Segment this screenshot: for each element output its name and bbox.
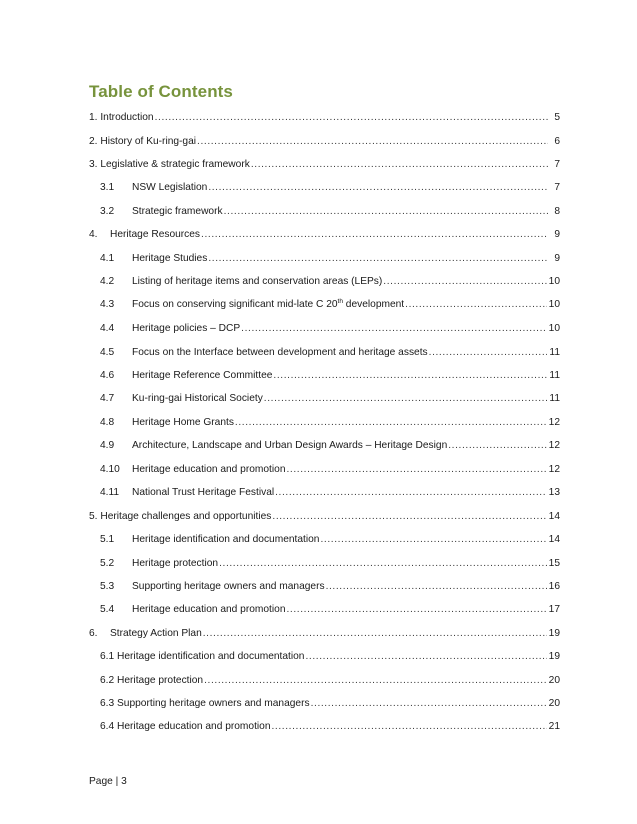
toc-entry[interactable] [100,322,560,335]
toc-entry-page: 7 [554,159,560,170]
toc-leader-dots [275,486,547,499]
toc-leader-dots [201,228,548,241]
toc-entry-page: 16 [548,581,560,592]
toc-entry-label: Architecture, Landscape and Urban Design Awards – Heritage Design [132,440,448,451]
toc-entry-number: 3.1 [100,182,115,193]
toc-entry[interactable] [89,111,560,124]
toc-entry[interactable] [100,557,560,570]
toc-entry-page: 6 [554,136,560,147]
toc-entry-page: 8 [554,206,560,217]
toc-entry[interactable] [89,158,560,171]
toc-entry[interactable] [100,298,560,311]
toc-entry-number: 6.2 [100,675,115,686]
toc-entry-label: NSW Legislation [132,182,208,193]
toc-leader-dots [241,322,547,335]
toc-entry-number: 4. [89,229,98,240]
toc-entry-number: 3. [89,159,98,170]
toc-leader-dots [155,111,548,124]
toc-entry-page: 13 [548,487,560,498]
toc-entry-number: 6. [89,628,98,639]
toc-entry-label: Heritage Reference Committee [132,370,273,381]
page-number-footer: Page | 3 [89,776,127,787]
toc-entry-number: 2. [89,136,98,147]
toc-entry-label: Listing of heritage items and conservation areas (LEPs) [132,276,383,287]
toc-leader-dots [383,275,546,288]
toc-entry-number: 4.3 [100,299,115,310]
toc-entry[interactable] [89,627,560,640]
toc-leader-dots [224,205,548,218]
toc-entry[interactable] [100,697,560,710]
toc-entry-page: 11 [549,347,560,358]
toc-entry-label: Supporting heritage owners and managers [117,698,310,709]
toc-entry-page: 9 [554,253,560,264]
toc-entry-label: National Trust Heritage Festival [132,487,275,498]
toc-entry-number: 4.10 [100,464,120,475]
toc-entry[interactable] [100,650,560,663]
toc-entry-label: Heritage Studies [132,253,208,264]
toc-entry-number: 4.9 [100,440,115,451]
toc-entry[interactable] [100,416,560,429]
toc-entry-number: 6.4 [100,721,115,732]
toc-leader-dots [197,135,548,148]
toc-entry-label: Focus on the Interface between development and heritage assets [132,347,428,358]
toc-entry-number: 5.2 [100,558,115,569]
toc-leader-dots [272,720,547,733]
toc-entry-label: Heritage education and promotion [132,464,286,475]
toc-entry[interactable] [100,463,560,476]
toc-entry-number: 5.4 [100,604,115,615]
toc-entry-label-text: Focus on conserving significant mid-late C 20 [132,299,338,310]
toc-entry[interactable] [100,603,560,616]
toc-entry[interactable] [100,439,560,452]
toc-entry-page: 10 [548,323,560,334]
toc-leader-dots [273,369,547,382]
toc-entry-page: 20 [548,675,560,686]
ordinal-superscript: th [337,298,343,305]
toc-entry-label: Heritage protection [132,558,219,569]
toc-entry-number: 4.8 [100,417,115,428]
toc-entry-page: 20 [548,698,560,709]
toc-entry-page: 11 [549,370,560,381]
toc-entry-page: 10 [548,299,560,310]
toc-entry-number: 4.7 [100,393,115,404]
toc-entry-number: 4.11 [100,487,120,498]
toc-leader-dots [272,510,546,523]
toc-entry-page: 9 [554,229,560,240]
toc-entry-label: Heritage policies – DCP [132,323,241,334]
toc-entry[interactable] [100,275,560,288]
toc-entry-number: 5.1 [100,534,115,545]
toc-entry-label: History of Ku-ring-gai [100,136,197,147]
toc-entry-label [132,298,404,311]
toc-entry-page: 12 [548,440,560,451]
toc-entry-page: 10 [548,276,560,287]
toc-entry-page: 17 [548,604,560,615]
toc-leader-dots [320,533,546,546]
toc-entry-number: 6.3 [100,698,115,709]
toc-entry-number: 4.2 [100,276,115,287]
toc-entry[interactable] [100,580,560,593]
toc-entry-page: 15 [548,558,560,569]
toc-entry-number: 1. [89,112,98,123]
toc-leader-dots [204,674,547,687]
toc-leader-dots [311,697,547,710]
toc-entry-label: Heritage Home Grants [132,417,234,428]
toc-entry-label: Heritage Resources [110,229,201,240]
toc-entry[interactable] [89,510,560,523]
toc-entry-page: 21 [548,721,560,732]
toc-leader-dots [326,580,547,593]
toc-entry-number: 5. [89,511,98,522]
toc-entry-number: 4.4 [100,323,115,334]
toc-leader-dots [286,603,546,616]
toc-entry[interactable] [100,674,560,687]
toc-entry-number: 3.2 [100,206,115,217]
toc-leader-dots [219,557,547,570]
toc-leader-dots [448,439,546,452]
toc-leader-dots [235,416,547,429]
toc-leader-dots [203,627,547,640]
toc-entry-label: Legislative & strategic framework [100,159,250,170]
toc-entry-page: 12 [548,417,560,428]
toc-entry[interactable] [100,392,560,405]
toc-entry[interactable] [100,181,560,194]
toc-entry-label: Strategic framework [132,206,223,217]
toc-leader-dots [286,463,546,476]
toc-entry-label: Introduction [100,112,154,123]
toc-entry-label: Heritage challenges and opportunities [100,511,272,522]
toc-entry-page: 12 [548,464,560,475]
toc-entry-label-suffix: development [342,299,405,310]
toc-title: Table of Contents [89,82,233,101]
toc-entry-label: Heritage education and promotion [132,604,286,615]
toc-entry-label: Heritage identification and documentation [117,651,305,662]
toc-entry-page: 11 [549,393,560,404]
toc-entry[interactable] [89,135,560,148]
toc-entry-number: 5.3 [100,581,115,592]
toc-leader-dots [305,650,546,663]
toc-entry-number: 4.1 [100,253,115,264]
toc-entry[interactable] [100,486,560,499]
toc-entry-page: 14 [548,534,560,545]
toc-entry[interactable] [100,346,560,359]
toc-entry[interactable] [100,252,560,265]
toc-entry-page: 7 [554,182,560,193]
toc-leader-dots [251,158,548,171]
toc-entry-page: 14 [548,511,560,522]
toc-leader-dots [208,181,548,194]
toc-entry-label: Heritage protection [117,675,204,686]
toc-entry-page: 19 [548,628,560,639]
toc-leader-dots [405,298,547,311]
toc-entry-number: 6.1 [100,651,115,662]
toc-leader-dots [264,392,548,405]
toc-entry[interactable] [100,369,560,382]
toc-entry-label: Supporting heritage owners and managers [132,581,325,592]
toc-entry[interactable] [89,228,560,241]
toc-entry[interactable] [100,720,560,733]
toc-entry-label: Strategy Action Plan [110,628,202,639]
toc-entry-page: 19 [548,651,560,662]
toc-entry-label: Heritage education and promotion [117,721,271,732]
toc-leader-dots [429,346,548,359]
toc-leader-dots [208,252,548,265]
toc-entry[interactable] [100,533,560,546]
toc-entry-page: 5 [554,112,560,123]
toc-entry-number: 4.5 [100,347,115,358]
toc-entry-number: 4.6 [100,370,115,381]
toc-entry-label: Heritage identification and documentation [132,534,320,545]
toc-entry-label: Ku-ring-gai Historical Society [132,393,263,404]
toc-entry[interactable] [100,205,560,218]
